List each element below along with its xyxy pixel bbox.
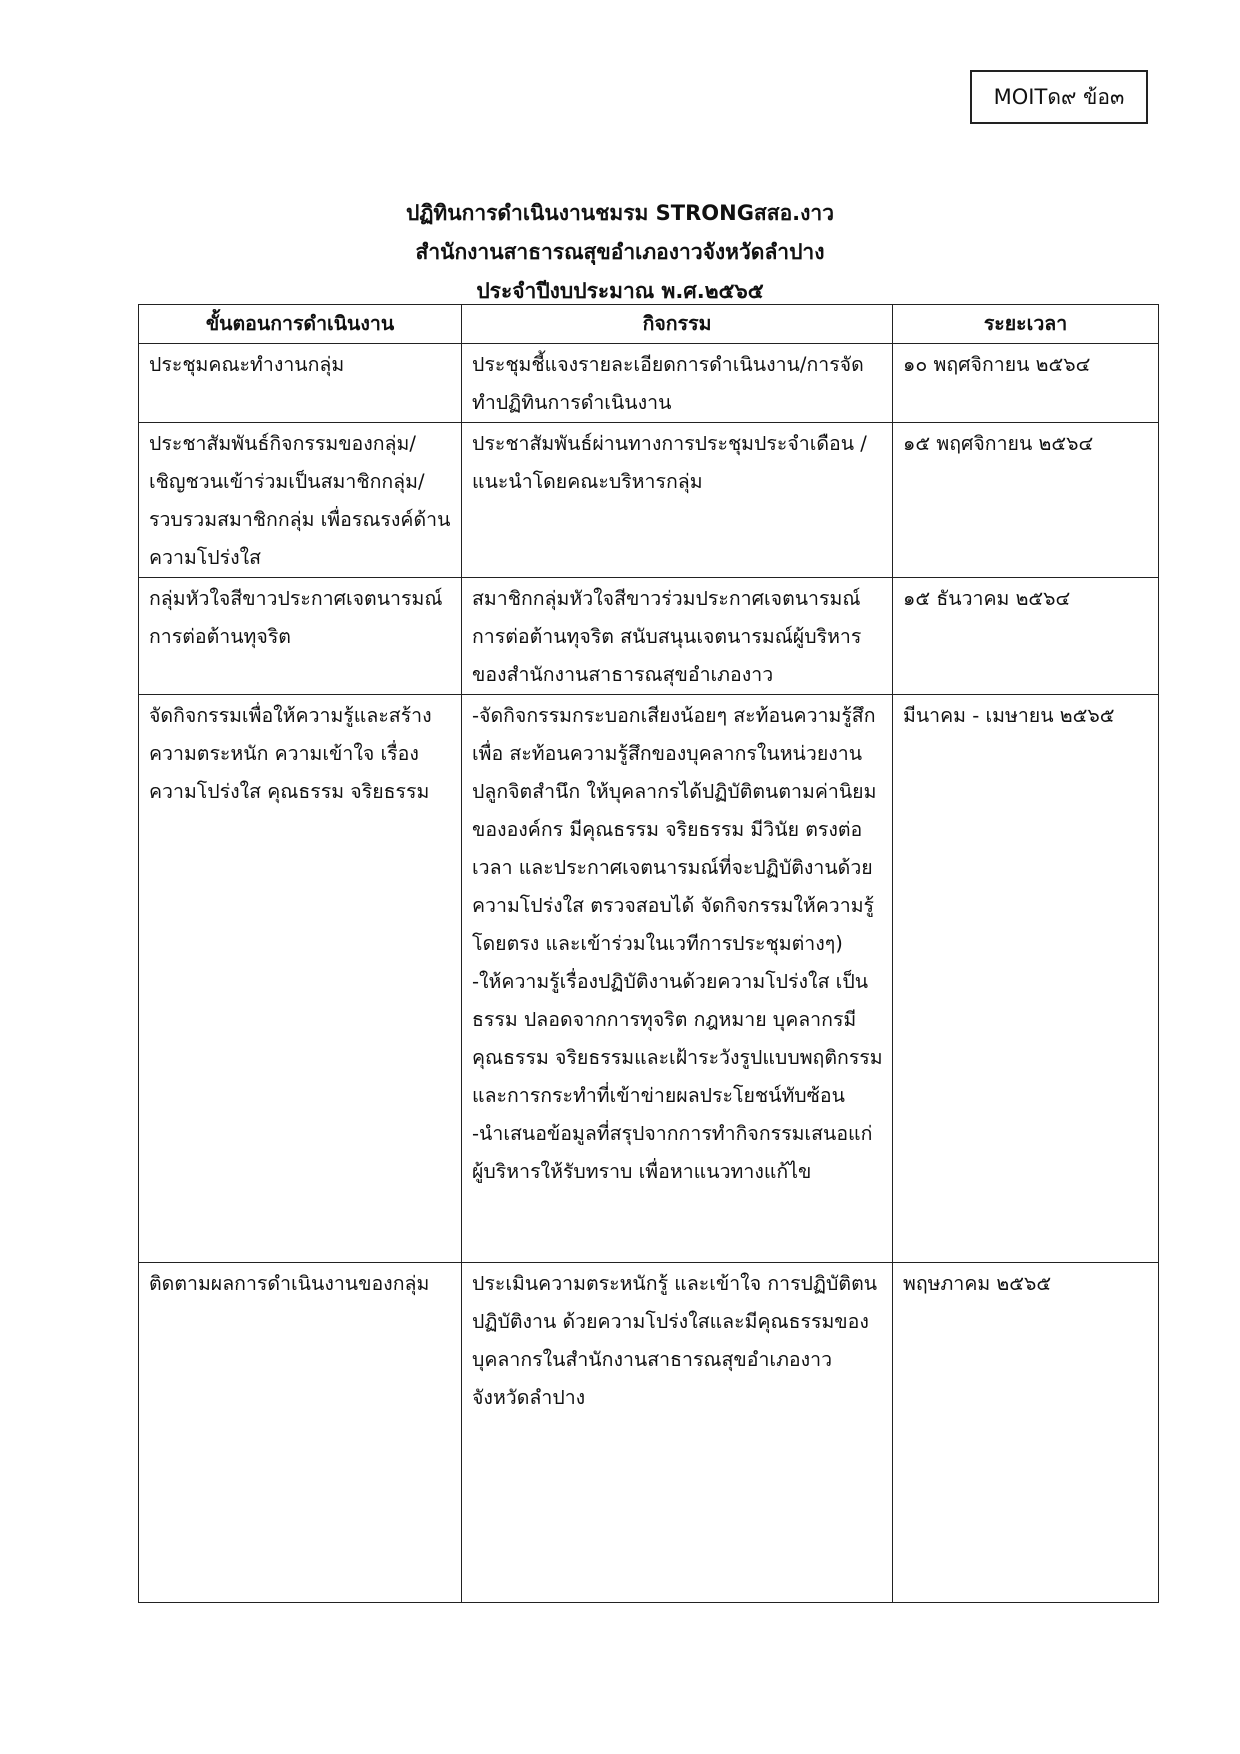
activity-text: -ให้ความรู้เรื่องปฏิบัติงานด้วยความโปร่งใส เป็นธรรม ปลอดจากการทุจริต กฎหมาย บุคลากรมีคุณธรรม จริยธรรมและเฝ้าระวังรูปแบบพฤติกรรมและการกระทำที่เข้าข่ายผลประโยชน์ทับซ้อน — [472, 970, 883, 1107]
activity-text: ประชาสัมพันธ์ผ่านทางการประชุมประจำเดือน / แนะนำโดยคณะบริหารกลุ่ม — [472, 432, 867, 493]
activity-cell — [462, 578, 893, 695]
activity-cell — [462, 1263, 893, 1603]
activity-text: -นำเสนอข้อมูลที่สรุปจากการทำกิจกรรมเสนอแก่ผู้บริหารให้รับทราบ เพื่อหาแนวทางแก้ไข — [472, 1122, 873, 1183]
step-cell: ติดตามผลการดำเนินงานของกลุ่ม — [139, 1263, 462, 1603]
activity-text: ประชุมชี้แจงรายละเอียดการดำเนินงาน/การจัดทำปฏิทินการดำเนินงาน — [472, 353, 864, 414]
document-reference-label: MOITด๙ ข้อ๓ — [970, 70, 1148, 124]
period-cell: พฤษภาคม ๒๕๖๕ — [893, 1263, 1159, 1603]
document-title — [0, 194, 1240, 311]
step-cell: ประชุมคณะทำงานกลุ่ม — [139, 344, 462, 423]
period-cell: ๑๕ ธันวาคม ๒๕๖๔ — [893, 578, 1159, 695]
period-cell: มีนาคม - เมษายน ๒๕๖๕ — [893, 695, 1159, 1263]
period-cell: ๑๕ พฤศจิกายน ๒๕๖๔ — [893, 423, 1159, 578]
title-line-1: ปฏิทินการดำเนินงานชมรม STRONGสสอ.งาว — [405, 201, 834, 225]
table-row — [139, 344, 1159, 423]
table-row — [139, 1263, 1159, 1603]
activity-cell — [462, 344, 893, 423]
table-header-row — [139, 305, 1159, 344]
title-line-2: สำนักงานสาธารณสุขอำเภองาวจังหวัดลำปาง — [415, 240, 825, 264]
step-cell: กลุ่มหัวใจสีขาวประกาศเจตนารมณ์การต่อต้านทุจริต — [139, 578, 462, 695]
header-period: ระยะเวลา — [893, 305, 1159, 344]
activity-text: ประเมินความตระหนักรู้ และเข้าใจ การปฏิบัติตน ปฏิบัติงาน ด้วยความโปร่งใสและมีคุณธรรมของบุคลากรในสำนักงานสาธารณสุขอำเภองาว จังหวัดลำปาง — [472, 1272, 878, 1409]
activity-text: สมาชิกกลุ่มหัวใจสีขาวร่วมประกาศเจตนารมณ์การต่อต้านทุจริต สนับสนุนเจตนารมณ์ผู้บริหารของสำนักงานสาธารณสุขอำเภองาว — [472, 587, 862, 686]
activity-cell — [462, 423, 893, 578]
step-cell: จัดกิจกรรมเพื่อให้ความรู้และสร้างความตระหนัก ความเข้าใจ เรื่องความโปร่งใส คุณธรรม จริยธรรม — [139, 695, 462, 1263]
period-cell: ๑๐ พฤศจิกายน ๒๕๖๔ — [893, 344, 1159, 423]
step-cell: ประชาสัมพันธ์กิจกรรมของกลุ่ม/เชิญชวนเข้าร่วมเป็นสมาชิกกลุ่ม/รวบรวมสมาชิกกลุ่ม เพื่อรณรงค์ด้านความโปร่งใส — [139, 423, 462, 578]
title-line-3: ประจำปีงบประมาณ พ.ศ.๒๕๖๕ — [476, 279, 764, 303]
operation-calendar-table — [138, 304, 1159, 1603]
header-activity: กิจกรรม — [462, 305, 893, 344]
activity-text: -จัดกิจกรรมกระบอกเสียงน้อยๆ สะท้อนความรู้สึก เพื่อ สะท้อนความรู้สึกของบุคลากรในหน่วยงาน ปลูกจิตสำนึก ให้บุคลากรได้ปฏิบัติตนตามค่านิยมขององค์กร มีคุณธรรม จริยธรรม มีวินัย ตรงต่อเวลา และประกาศเจตนารมณ์ที่จะปฏิบัติงานด้วยความโปร่งใส ตรวจสอบได้ จัดกิจกรรมให้ความรู้โดยตรง และเข้าร่วมในเวทีการประชุมต่างๆ) — [472, 704, 877, 955]
table-row — [139, 695, 1159, 1263]
activity-cell — [462, 695, 893, 1263]
header-step: ขั้นตอนการดำเนินงาน — [139, 305, 462, 344]
table-row — [139, 578, 1159, 695]
table-row — [139, 423, 1159, 578]
